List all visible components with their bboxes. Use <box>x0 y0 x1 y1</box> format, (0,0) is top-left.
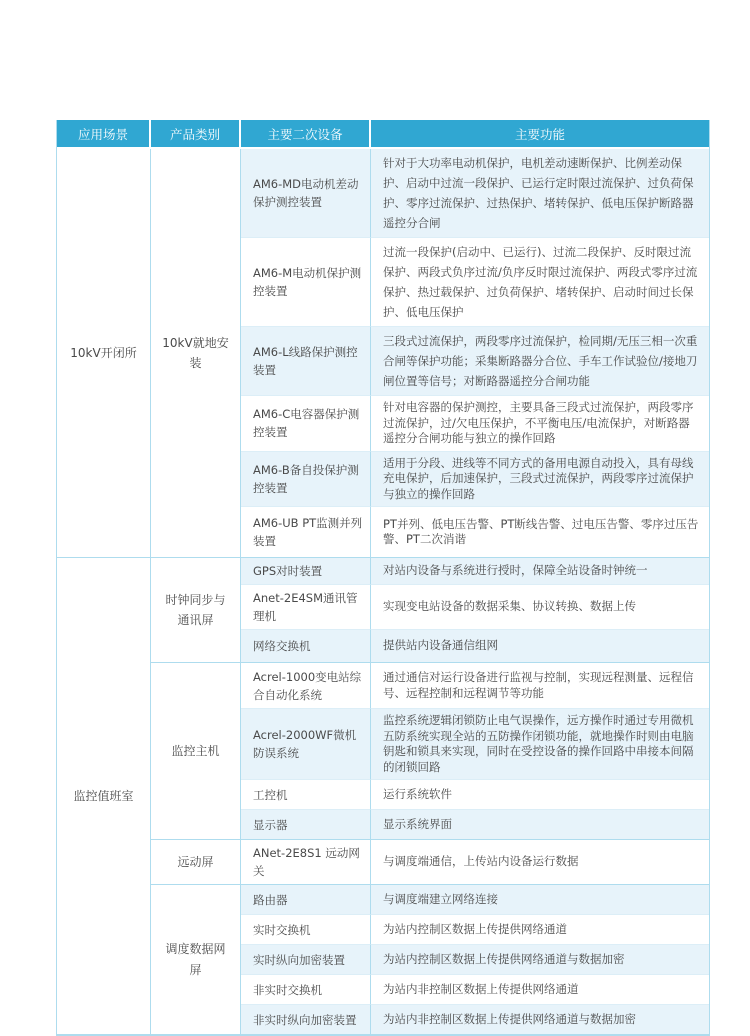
device-cell: ANet-2E8S1 远动网关 <box>241 840 371 885</box>
device-cell: 非实时交换机 <box>241 975 371 1005</box>
function-cell: 通过通信对运行设备进行监视与控制，实现远程测量、远程信号、远程控制和远程调节等功能 <box>371 663 709 709</box>
table-row <box>57 558 709 585</box>
function-cell: 适用于分段、进线等不同方式的备用电源自动投入，具有母线充电保护，后加速保护，三段式过流保护，两段零序过流保护与独立的操作回路 <box>371 452 709 508</box>
product-table-container <box>56 120 708 1036</box>
header-main-functions: 主要功能 <box>371 120 709 149</box>
function-cell: 针对电容器的保护测控，主要具备三段式过流保护，两段零序过流保护，过/欠电压保护，不平衡电压/电流保护，对断路器遥控分合闸功能与独立的操作回路 <box>371 396 709 452</box>
header-product-category: 产品类别 <box>151 120 241 149</box>
function-cell: 为站内控制区数据上传提供网络通道 <box>371 915 709 945</box>
table-row <box>57 840 709 885</box>
function-cell: 与调度端通信，上传站内设备运行数据 <box>371 840 709 885</box>
table-row <box>57 663 709 709</box>
device-cell: 显示器 <box>241 810 371 840</box>
function-cell: PT并列、低电压告警、PT断线告警、过电压告警、零序过压告警、PT二次消谐 <box>371 507 709 558</box>
scene-cell-monitoring-duty-room: 监控值班室 <box>57 558 151 1035</box>
function-cell: 对站内设备与系统进行授时，保障全站设备时钟统一 <box>371 558 709 585</box>
function-cell: 运行系统软件 <box>371 780 709 810</box>
device-cell: 实时纵向加密装置 <box>241 945 371 975</box>
function-cell: 显示系统界面 <box>371 810 709 840</box>
device-cell: 工控机 <box>241 780 371 810</box>
device-cell: 非实时纵向加密装置 <box>241 1005 371 1035</box>
category-cell-telecontrol-screen: 远动屏 <box>151 840 241 885</box>
device-cell: Acrel-1000变电站综合自动化系统 <box>241 663 371 709</box>
category-cell-10kv-local-install: 10kV就地安装 <box>151 149 241 558</box>
table-header-row <box>57 120 709 149</box>
device-cell: Anet-2E4SM通讯管理机 <box>241 585 371 630</box>
device-cell: AM6-L线路保护测控装置 <box>241 327 371 396</box>
function-cell: 为站内控制区数据上传提供网络通道与数据加密 <box>371 945 709 975</box>
category-cell-clock-sync-comm-screen: 时钟同步与通讯屏 <box>151 558 241 663</box>
device-cell: 网络交换机 <box>241 630 371 663</box>
device-cell: AM6-C电容器保护测控装置 <box>241 396 371 452</box>
function-cell: 为站内非控制区数据上传提供网络通道与数据加密 <box>371 1005 709 1035</box>
function-cell: 实现变电站设备的数据采集、协议转换、数据上传 <box>371 585 709 630</box>
device-cell: AM6-UB PT监测并列装置 <box>241 507 371 558</box>
device-cell: 实时交换机 <box>241 915 371 945</box>
header-application-scene: 应用场景 <box>57 120 151 149</box>
table-row <box>57 885 709 915</box>
function-cell: 三段式过流保护，两段零序过流保护，检同期/无压三相一次重合闸等保护功能；采集断路器分合位、手车工作试验位/接地刀闸位置等信号；对断路器遥控分合闸功能 <box>371 327 709 396</box>
device-cell: 路由器 <box>241 885 371 915</box>
device-cell: Acrel-2000WF微机防误系统 <box>241 709 371 780</box>
function-cell: 为站内非控制区数据上传提供网络通道 <box>371 975 709 1005</box>
device-cell: GPS对时装置 <box>241 558 371 585</box>
function-cell: 针对于大功率电动机保护，电机差动速断保护、比例差动保护、启动中过流一段保护、已运行定时限过流保护、过负荷保护、零序过流保护、过热保护、堵转保护、低电压保护断路器遥控分合闸 <box>371 149 709 238</box>
function-cell: 提供站内设备通信组网 <box>371 630 709 663</box>
function-cell: 与调度端建立网络连接 <box>371 885 709 915</box>
function-cell: 过流一段保护(启动中、已运行)、过流二段保护、反时限过流保护、两段式负序过流/负序反时限过流保护、两段式零序过流保护、热过载保护、过负荷保护、堵转保护、启动时间过长保护、低电压保护 <box>371 238 709 327</box>
function-cell: 监控系统逻辑闭锁防止电气误操作，远方操作时通过专用微机五防系统实现全站的五防操作闭锁功能，就地操作时则由电脑钥匙和锁具来实现，同时在受控设备的操作回路中串接本间隔的闭锁回路 <box>371 709 709 780</box>
category-cell-dispatch-data-network-screen: 调度数据网屏 <box>151 885 241 1035</box>
scene-cell-10kv-switching-station: 10kV开闭所 <box>57 149 151 558</box>
product-table <box>56 120 710 1036</box>
header-secondary-equipment: 主要二次设备 <box>241 120 371 149</box>
device-cell: AM6-B备自投保护测控装置 <box>241 452 371 508</box>
category-cell-monitoring-host: 监控主机 <box>151 663 241 840</box>
device-cell: AM6-M电动机保护测控装置 <box>241 238 371 327</box>
device-cell: AM6-MD电动机差动保护测控装置 <box>241 149 371 238</box>
table-row <box>57 149 709 238</box>
